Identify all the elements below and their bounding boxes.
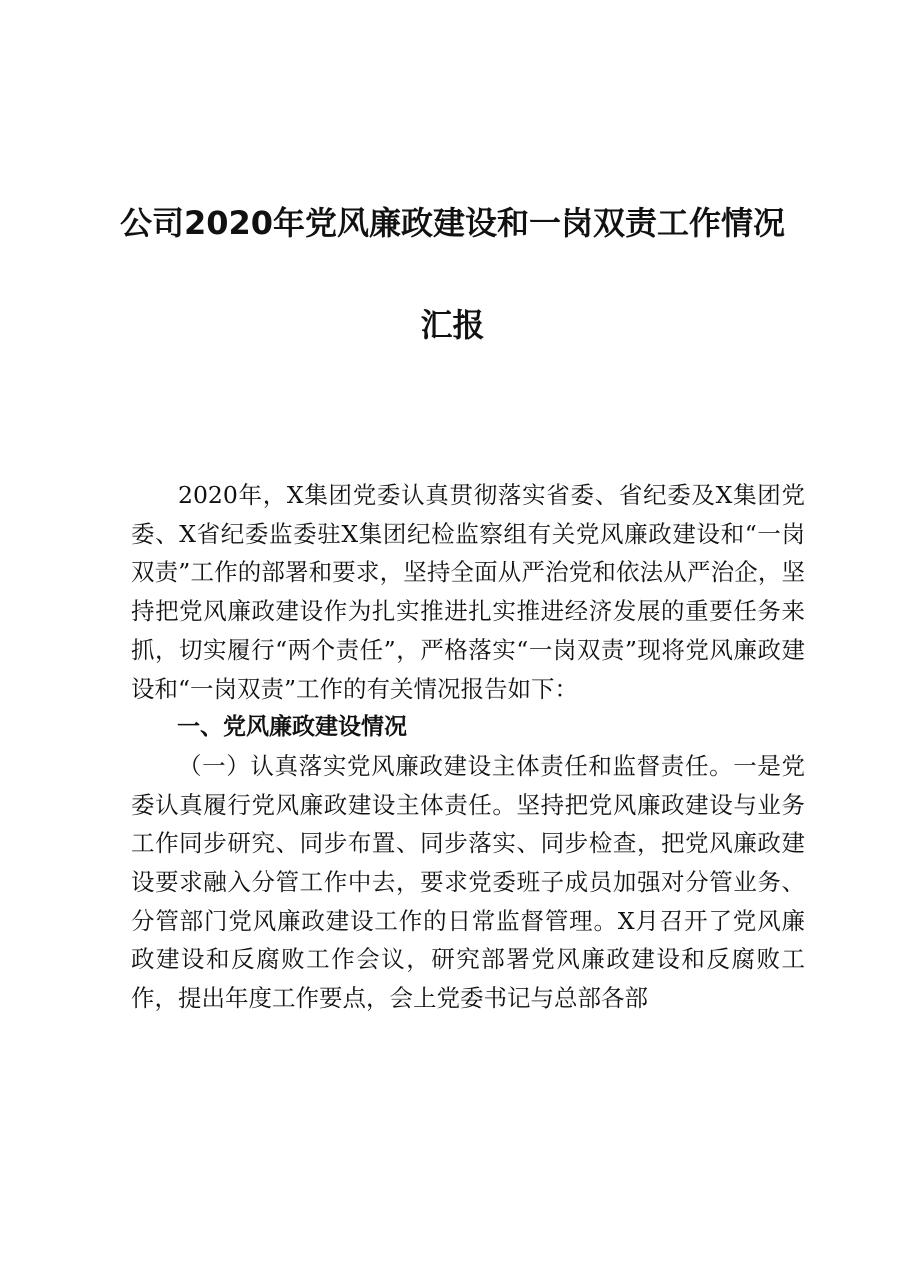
document-title-line2: 汇报	[420, 306, 485, 344]
section-heading: 一、党风廉政建设情况	[177, 714, 407, 741]
document-title-line1: 公司2020年党风廉政建设和一岗双责工作情况	[119, 204, 786, 242]
section-paragraph: （一）认真落实党风廉政建设主体责任和监督责任。一是党委认真履行党风廉政建设主体责任。坚持把党风廉政建设与业务工作同步研究、同步布置、同步落实、同步检查，把党风廉政建设要求融入分管工作中去，要求党委班子成员加强对分管业务、分管部门党风廉政建设工作的日常监督管理。X月召开了党风廉政建设和反腐败工作会议，研究部署党风廉政建设和反腐败工作，提出年度工作要点，会上党委书记与总部各部	[131, 751, 805, 1013]
document-body	[131, 476, 805, 1018]
intro-paragraph: 2020年，X集团党委认真贯彻落实省委、省纪委及X集团党委、X省纪委监委驻X集团纪检监察组有关党风廉政建设和“一岗双责”工作的部署和要求，坚持全面从严治党和依法从严治企，坚持把党风廉政建设作为扎实推进扎实推进经济发展的重要任务来抓，切实履行“两个责任”，严格落实“一岗双责”现将党风廉政建设和“一岗双责”工作的有关情况报告如下：	[131, 481, 805, 703]
